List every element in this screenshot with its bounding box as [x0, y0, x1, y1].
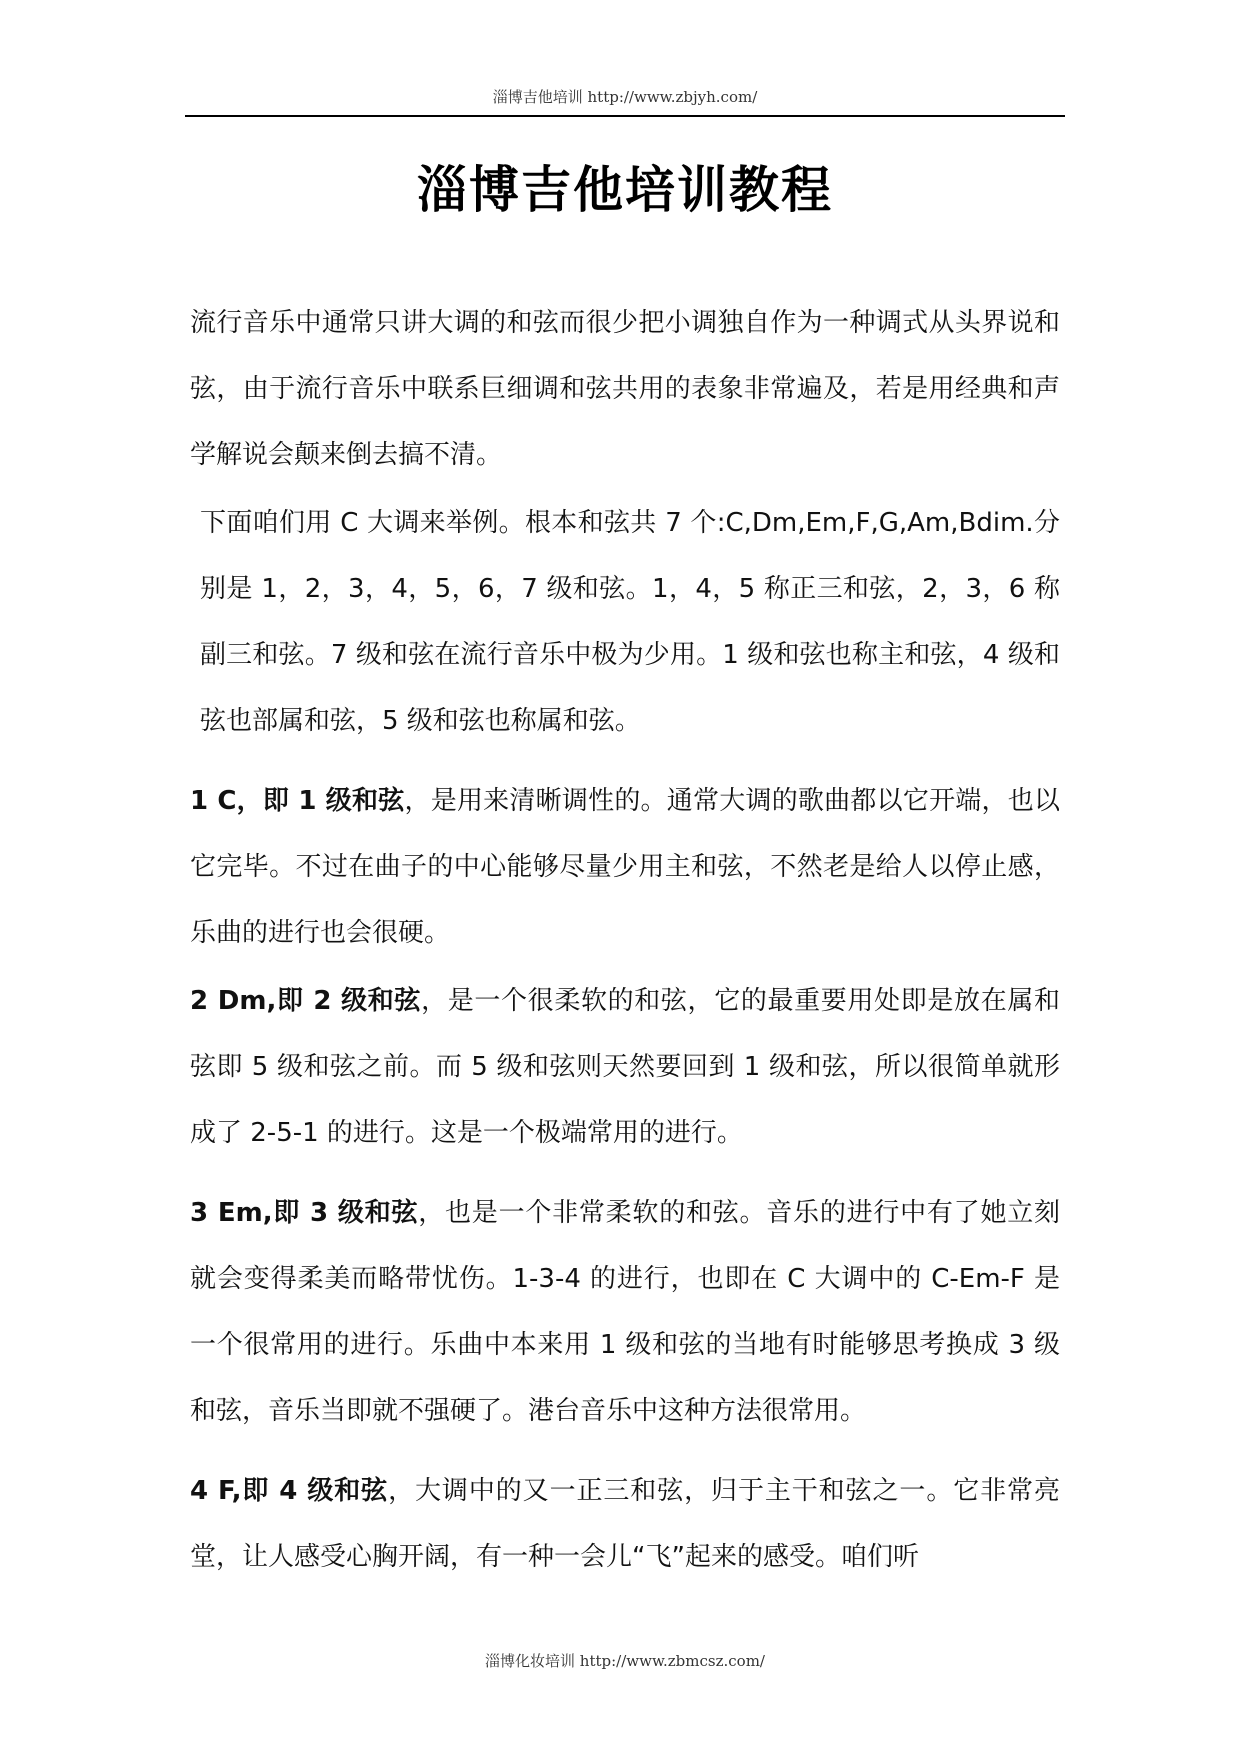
paragraph-text: ，也是一个非常柔软的和弦。音乐的进行中有了她立刻就会变得柔美而略带忧伤。1-3-4 的进行，也即在 C 大调中的 C-Em-F 是一个很常用的进行。乐曲中本来用 1 级和弦的当地有时能够思考换成 3 级和弦，音乐当即就不强硬了。港台音乐中这种方法很常用。	[190, 1198, 1060, 1426]
page-title: 淄博吉他培训教程	[417, 160, 833, 219]
paragraph-text: ，大调中的又一正三和弦，归于主干和弦之一。它非常亮堂，让人感受心胸开阔，有一种一会儿“飞”起来的感受。咱们听	[190, 1476, 1060, 1572]
paragraph-lead: 1 C，即 1 级和弦	[190, 786, 405, 816]
paragraph-chord-2	[190, 968, 1060, 1166]
paragraph-lead: 3 Em,即 3 级和弦	[190, 1198, 419, 1228]
paragraph-chord-4	[190, 1458, 1060, 1590]
article-body	[190, 290, 1060, 1590]
paragraph-chord-1	[190, 768, 1060, 966]
paragraph-intro	[190, 290, 1060, 488]
paragraph-text: 下面咱们用 C 大调来举例。根本和弦共 7 个:C,Dm,Em,F,G,Am,Bdim.分别是 1，2，3，4，5，6，7 级和弦。1，4，5 称正三和弦，2，3，6 称副三和弦。7 级和弦在流行音乐中极为少用。1 级和弦也称主和弦，4 级和弦也部属和弦，5 级和弦也称属和弦。	[200, 508, 1060, 736]
header-divider	[185, 115, 1065, 117]
paragraph-text: ，是用来清晰调性的。通常大调的歌曲都以它开端，也以它完毕。不过在曲子的中心能够尽量少用主和弦，不然老是给人以停止感，乐曲的进行也会很硬。	[190, 786, 1060, 948]
paragraph-lead: 4 F,即 4 级和弦	[190, 1476, 389, 1506]
paragraph-example	[190, 490, 1060, 754]
paragraph-text: ，是一个很柔软的和弦，它的最重要用处即是放在属和弦即 5 级和弦之前。而 5 级和弦则天然要回到 1 级和弦，所以很简单就形成了 2-5-1 的进行。这是一个极端常用的进行。	[190, 986, 1060, 1148]
paragraph-text: 流行音乐中通常只讲大调的和弦而很少把小调独自作为一种调式从头界说和弦，由于流行音乐中联系巨细调和弦共用的表象非常遍及，若是用经典和声学解说会颠来倒去搞不清。	[190, 308, 1060, 470]
page-header: 淄博吉他培训 http://www.zbjyh.com/	[492, 88, 758, 106]
paragraph-chord-3	[190, 1180, 1060, 1444]
page-footer: 淄博化妆培训 http://www.zbmcsz.com/	[485, 1652, 765, 1670]
paragraph-lead: 2 Dm,即 2 级和弦	[190, 986, 422, 1016]
